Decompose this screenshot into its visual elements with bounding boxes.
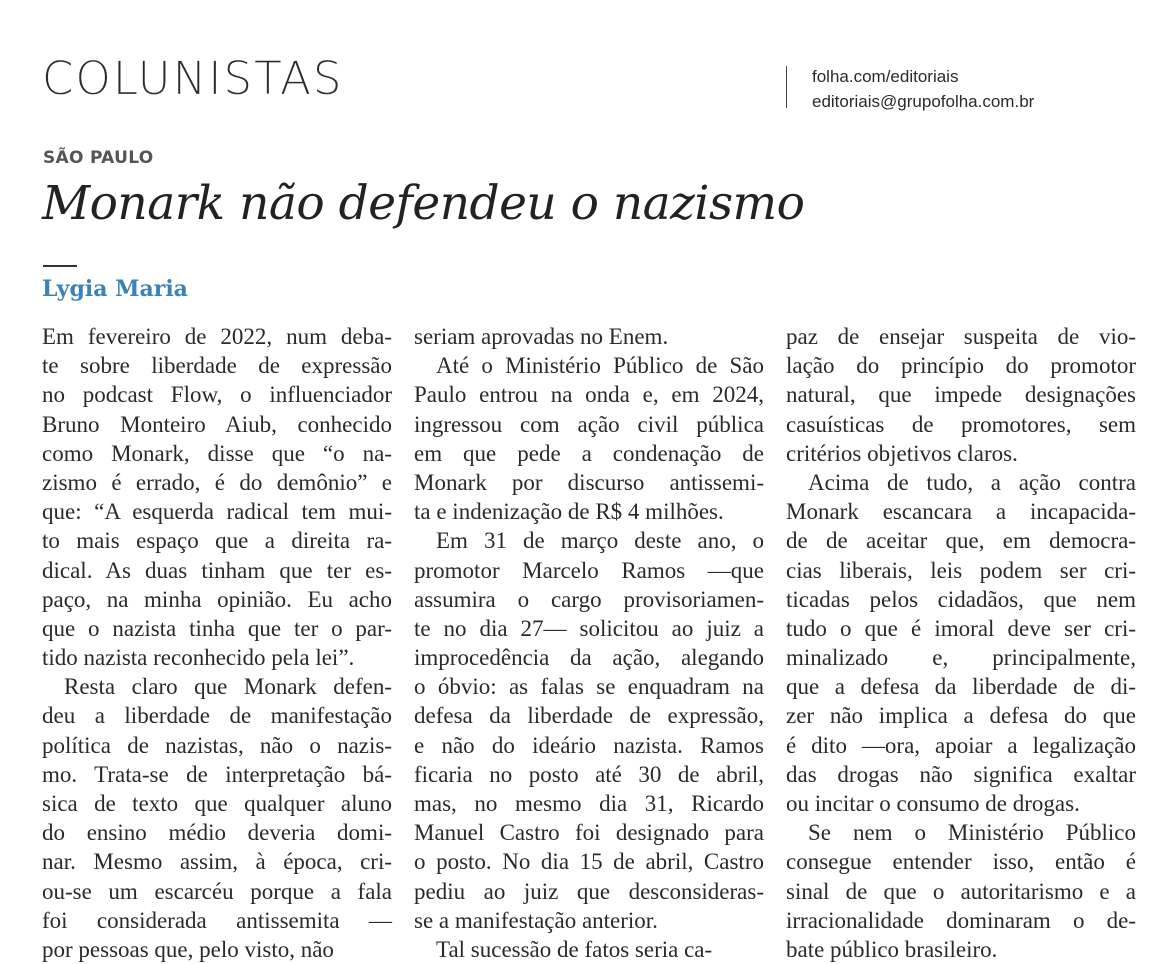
text-line: Resta claro que Monark defen- — [64, 674, 392, 700]
contact-email[interactable]: editoriais@grupofolha.com.br — [812, 92, 1035, 111]
text-line: sica de texto que qualquer aluno — [42, 791, 392, 816]
text-line: minalizado e, principalmente, — [786, 645, 1136, 671]
text-line: tido nazista reconhecido pela lei”. — [42, 645, 355, 671]
text-line: Até o Ministério Público de São — [436, 353, 764, 379]
text-line: Monark escancara a incapacida- — [786, 499, 1136, 525]
text-line: Bruno Monteiro Aiub, conhecido — [42, 411, 392, 437]
article-column-2 — [414, 322, 764, 964]
kicker: SÃO PAULO — [43, 148, 154, 168]
text-line: irracionalidade dominaram o de- — [786, 907, 1136, 933]
text-line: Em fevereiro de 2022, num deba- — [42, 324, 392, 349]
text-line: o óbvio: as falas se enquadram na — [414, 674, 764, 700]
text-line: tudo o que é imoral deve ser cri- — [786, 615, 1136, 641]
text-line: ticadas pelos cidadãos, que nem — [786, 586, 1136, 612]
text-line: Em 31 de março deste ano, o — [436, 528, 764, 554]
text-line: o posto. No dia 15 de abril, Castro — [414, 849, 764, 875]
section-title: COLUNISTAS — [42, 52, 344, 105]
text-line: mas, no mesmo dia 31, Ricardo — [414, 791, 764, 816]
text-line: promotor Marcelo Ramos —que — [414, 557, 764, 583]
text-line: é dito —ora, apoiar a legalização — [786, 732, 1136, 758]
text-line: e não do ideário nazista. Ramos — [414, 732, 764, 758]
header-divider — [786, 66, 787, 108]
contact-url[interactable]: folha.com/editoriais — [812, 67, 959, 86]
text-line: Acima de tudo, a ação contra — [808, 469, 1136, 495]
text-line: zismo é errado, é do demônio” e — [42, 469, 392, 495]
text-line: improcedência da ação, alegando — [414, 645, 764, 671]
text-line: natural, que impede designações — [786, 382, 1136, 408]
text-line: Se nem o Ministério Público — [808, 820, 1136, 846]
text-line: lação do princípio do promotor — [786, 353, 1136, 379]
text-line: paz de ensejar suspeita de vio- — [786, 324, 1136, 349]
article-column-3 — [786, 322, 1136, 964]
text-line: das drogas não significa exaltar — [786, 761, 1136, 787]
text-line: que o nazista tinha que ter o par- — [42, 615, 392, 641]
text-line: sinal de que o autoritarismo e a — [786, 878, 1136, 904]
text-line: Paulo entrou na onda e, em 2024, — [414, 382, 764, 408]
text-line: deu a liberdade de manifestação — [42, 703, 392, 729]
text-line: em que pede a condenação de — [414, 440, 764, 466]
text-line: ficaria no posto até 30 de abril, — [414, 761, 764, 787]
text-line: critérios objetivos claros. — [786, 440, 1018, 466]
text-line: no podcast Flow, o influenciador — [42, 382, 392, 408]
text-line: ou incitar o consumo de drogas. — [786, 791, 1080, 816]
text-line: por pessoas que, pelo visto, não — [42, 936, 334, 962]
text-line: de de aceitar que, em democra- — [786, 528, 1136, 554]
text-line: defesa da liberdade de expressão, — [414, 703, 764, 729]
text-line: assumira o cargo provisoriamen- — [414, 586, 764, 612]
text-line: ingressou com ação civil pública — [414, 411, 764, 437]
text-line: dical. As duas tinham que ter es- — [42, 557, 392, 583]
text-line: como Monark, disse que “o na- — [42, 440, 392, 466]
article-column-1 — [42, 322, 392, 964]
text-line: se a manifestação anterior. — [414, 907, 658, 933]
text-line: seriam aprovadas no Enem. — [414, 324, 669, 349]
text-line: mo. Trata-se de interpretação bá- — [42, 761, 392, 787]
text-line: foi considerada antissemita — — [42, 907, 392, 933]
headline: Monark não defendeu o nazismo — [42, 176, 805, 231]
text-line: bate público brasileiro. — [786, 936, 998, 962]
text-line: pediu ao juiz que desconsideras- — [414, 878, 764, 904]
text-line: consegue entender isso, então é — [786, 849, 1136, 875]
text-line: do ensino médio deveria domi- — [42, 820, 392, 846]
text-line: paço, na minha opinião. Eu acho — [42, 586, 392, 612]
text-line: cias liberais, leis podem ser cri- — [786, 557, 1136, 583]
text-line: ta e indenização de R$ 4 milhões. — [414, 499, 724, 525]
text-line: política de nazistas, não o nazis- — [42, 732, 392, 758]
text-line: te sobre liberdade de expressão — [42, 353, 392, 379]
text-line: casuísticas de promotores, sem — [786, 411, 1136, 437]
text-line: to mais espaço que a direita ra- — [42, 528, 392, 554]
text-line: que: “A esquerda radical tem mui- — [42, 499, 392, 525]
text-line: nar. Mesmo assim, à época, cri- — [42, 849, 392, 875]
text-line: Monark por discurso antissemi- — [414, 469, 764, 495]
text-line: Tal sucessão de fatos seria ca- — [436, 936, 713, 962]
byline-rule — [43, 265, 77, 267]
text-line: zer não implica a defesa do que — [786, 703, 1136, 729]
text-line: Manuel Castro foi designado para — [414, 820, 764, 846]
text-line: ou-se um escarcéu porque a fala — [42, 878, 392, 904]
contact-block — [812, 64, 1034, 114]
text-line: te no dia 27— solicitou ao juiz a — [414, 615, 764, 641]
text-line: que a defesa da liberdade de di- — [786, 674, 1136, 700]
byline: Lygia Maria — [42, 276, 188, 302]
